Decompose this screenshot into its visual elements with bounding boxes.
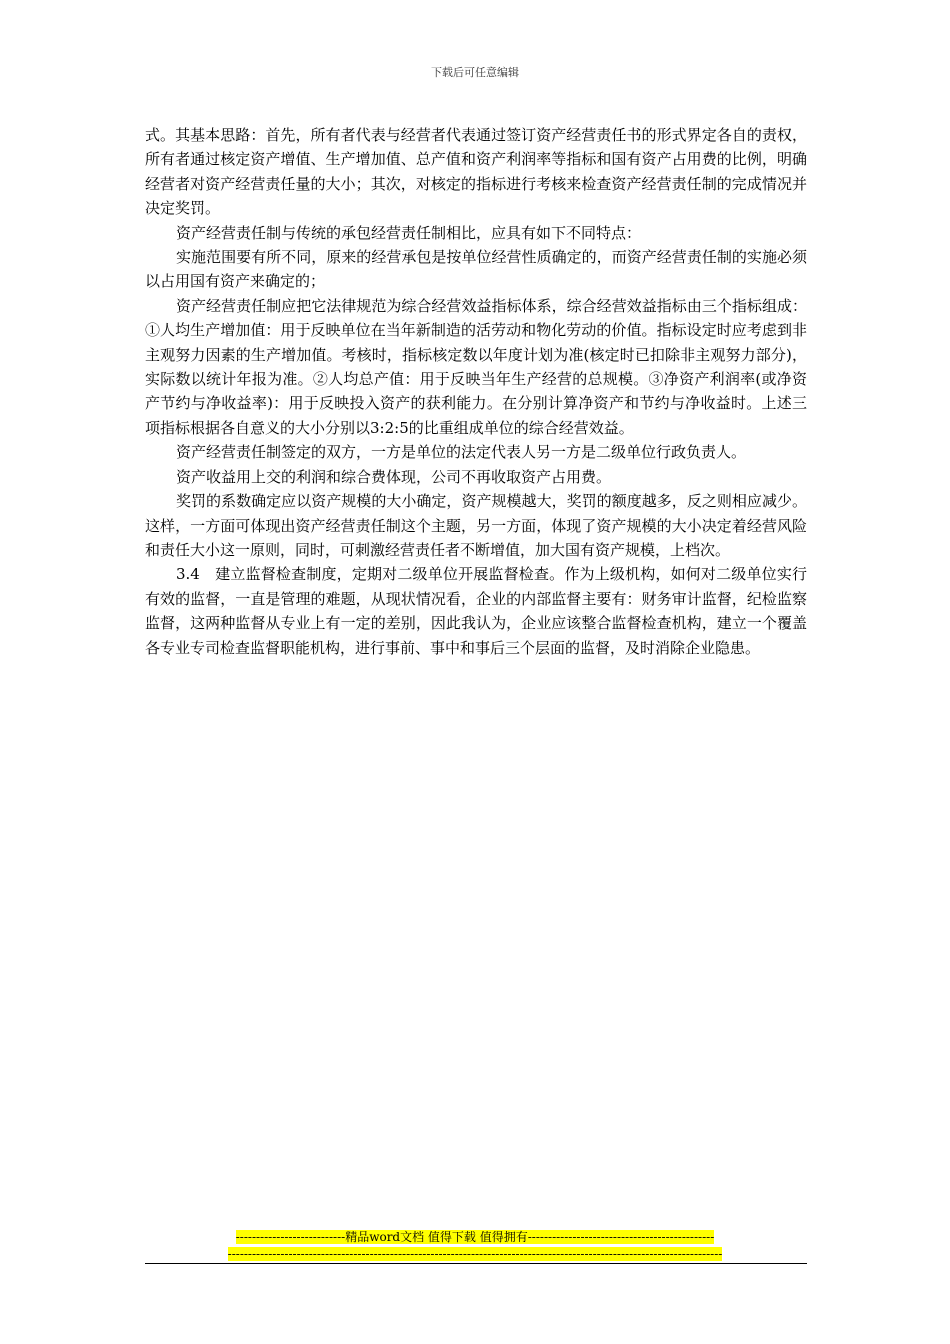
footer-banner: [0, 1229, 950, 1263]
paragraph-6: 资产收益用上交的利润和综合费体现，公司不再收取资产占用费。: [176, 467, 612, 486]
paragraph-8: 3.4 建立监督检查制度，定期对二级单位开展监督检查。作为上级机构，如何对二级单位实行有效的监督，一直是管理的难题，从现状情况看，企业的内部监督主要有：财务审计监督，纪检监察监督，这两种监督从专业上有一定的差别，因此我认为，企业应该整合监督检查机构，建立一个覆盖各专业专司检查监督职能机构，进行事前、事中和事后三个层面的监督，及时消除企业隐患。: [145, 565, 807, 657]
paragraph-1: 式。其基本思路：首先，所有者代表与经营者代表通过签订资产经营责任书的形式界定各自的责权，所有者通过核定资产增值、生产增加值、总产值和资产利润率等指标和国有资产占用费的比例，明确经营者对资产经营责任量的大小；其次，对核定的指标进行考核来检查资产经营责任制的完成情况并决定奖罚。: [145, 126, 807, 218]
page-header-caption: 下载后可任意编辑: [431, 66, 519, 79]
footer-divider: [145, 1263, 807, 1264]
paragraph-5: 资产经营责任制签定的双方，一方是单位的法定代表人另一方是二级单位行政负责人。: [176, 443, 747, 462]
document-body: [145, 123, 807, 660]
paragraph-4: 资产经营责任制应把它法律规范为综合经营效益指标体系，综合经营效益指标由三个指标组成：①人均生产增加值：用于反映单位在当年新制造的活劳动和物化劳动的价值。指标设定时应考虑到非主观努力因素的生产增加值。考核时，指标核定数以年度计划为准(核定时已扣除非主观努力部分)，实际数以统计年报为准。②人均总产值：用于反映当年生产经营的总规模。③净资产利润率(或净资产节约与净收益率)：用于反映投入资产的获利能力。在分别计算净资产和节约与净收益时。上述三项指标根据各自意义的大小分别以3:2:5的比重组成单位的综合经营效益。: [145, 296, 807, 437]
paragraph-3: 实施范围要有所不同，原来的经营承包是按单位经营性质确定的，而资产经营责任制的实施必须以占用国有资产来确定的；: [145, 248, 807, 291]
footer-banner-line-2: --------------------------------------------------------------------------------------------------------------------------: [227, 1247, 723, 1261]
footer-banner-line-1: ---------------------------精品word文档 值得下载 值得拥有----------------------------------------------: [235, 1230, 715, 1244]
paragraph-7: 奖罚的系数确定应以资产规模的大小确定，资产规模越大，奖罚的额度越多，反之则相应减少。这样，一方面可体现出资产经营责任制这个主题，另一方面，体现了资产规模的大小决定着经营风险和责任大小这一原则，同时，可刺激经营责任者不断增值，加大国有资产规模，上档次。: [145, 492, 807, 559]
paragraph-2: 资产经营责任制与传统的承包经营责任制相比，应具有如下不同特点：: [176, 223, 642, 242]
